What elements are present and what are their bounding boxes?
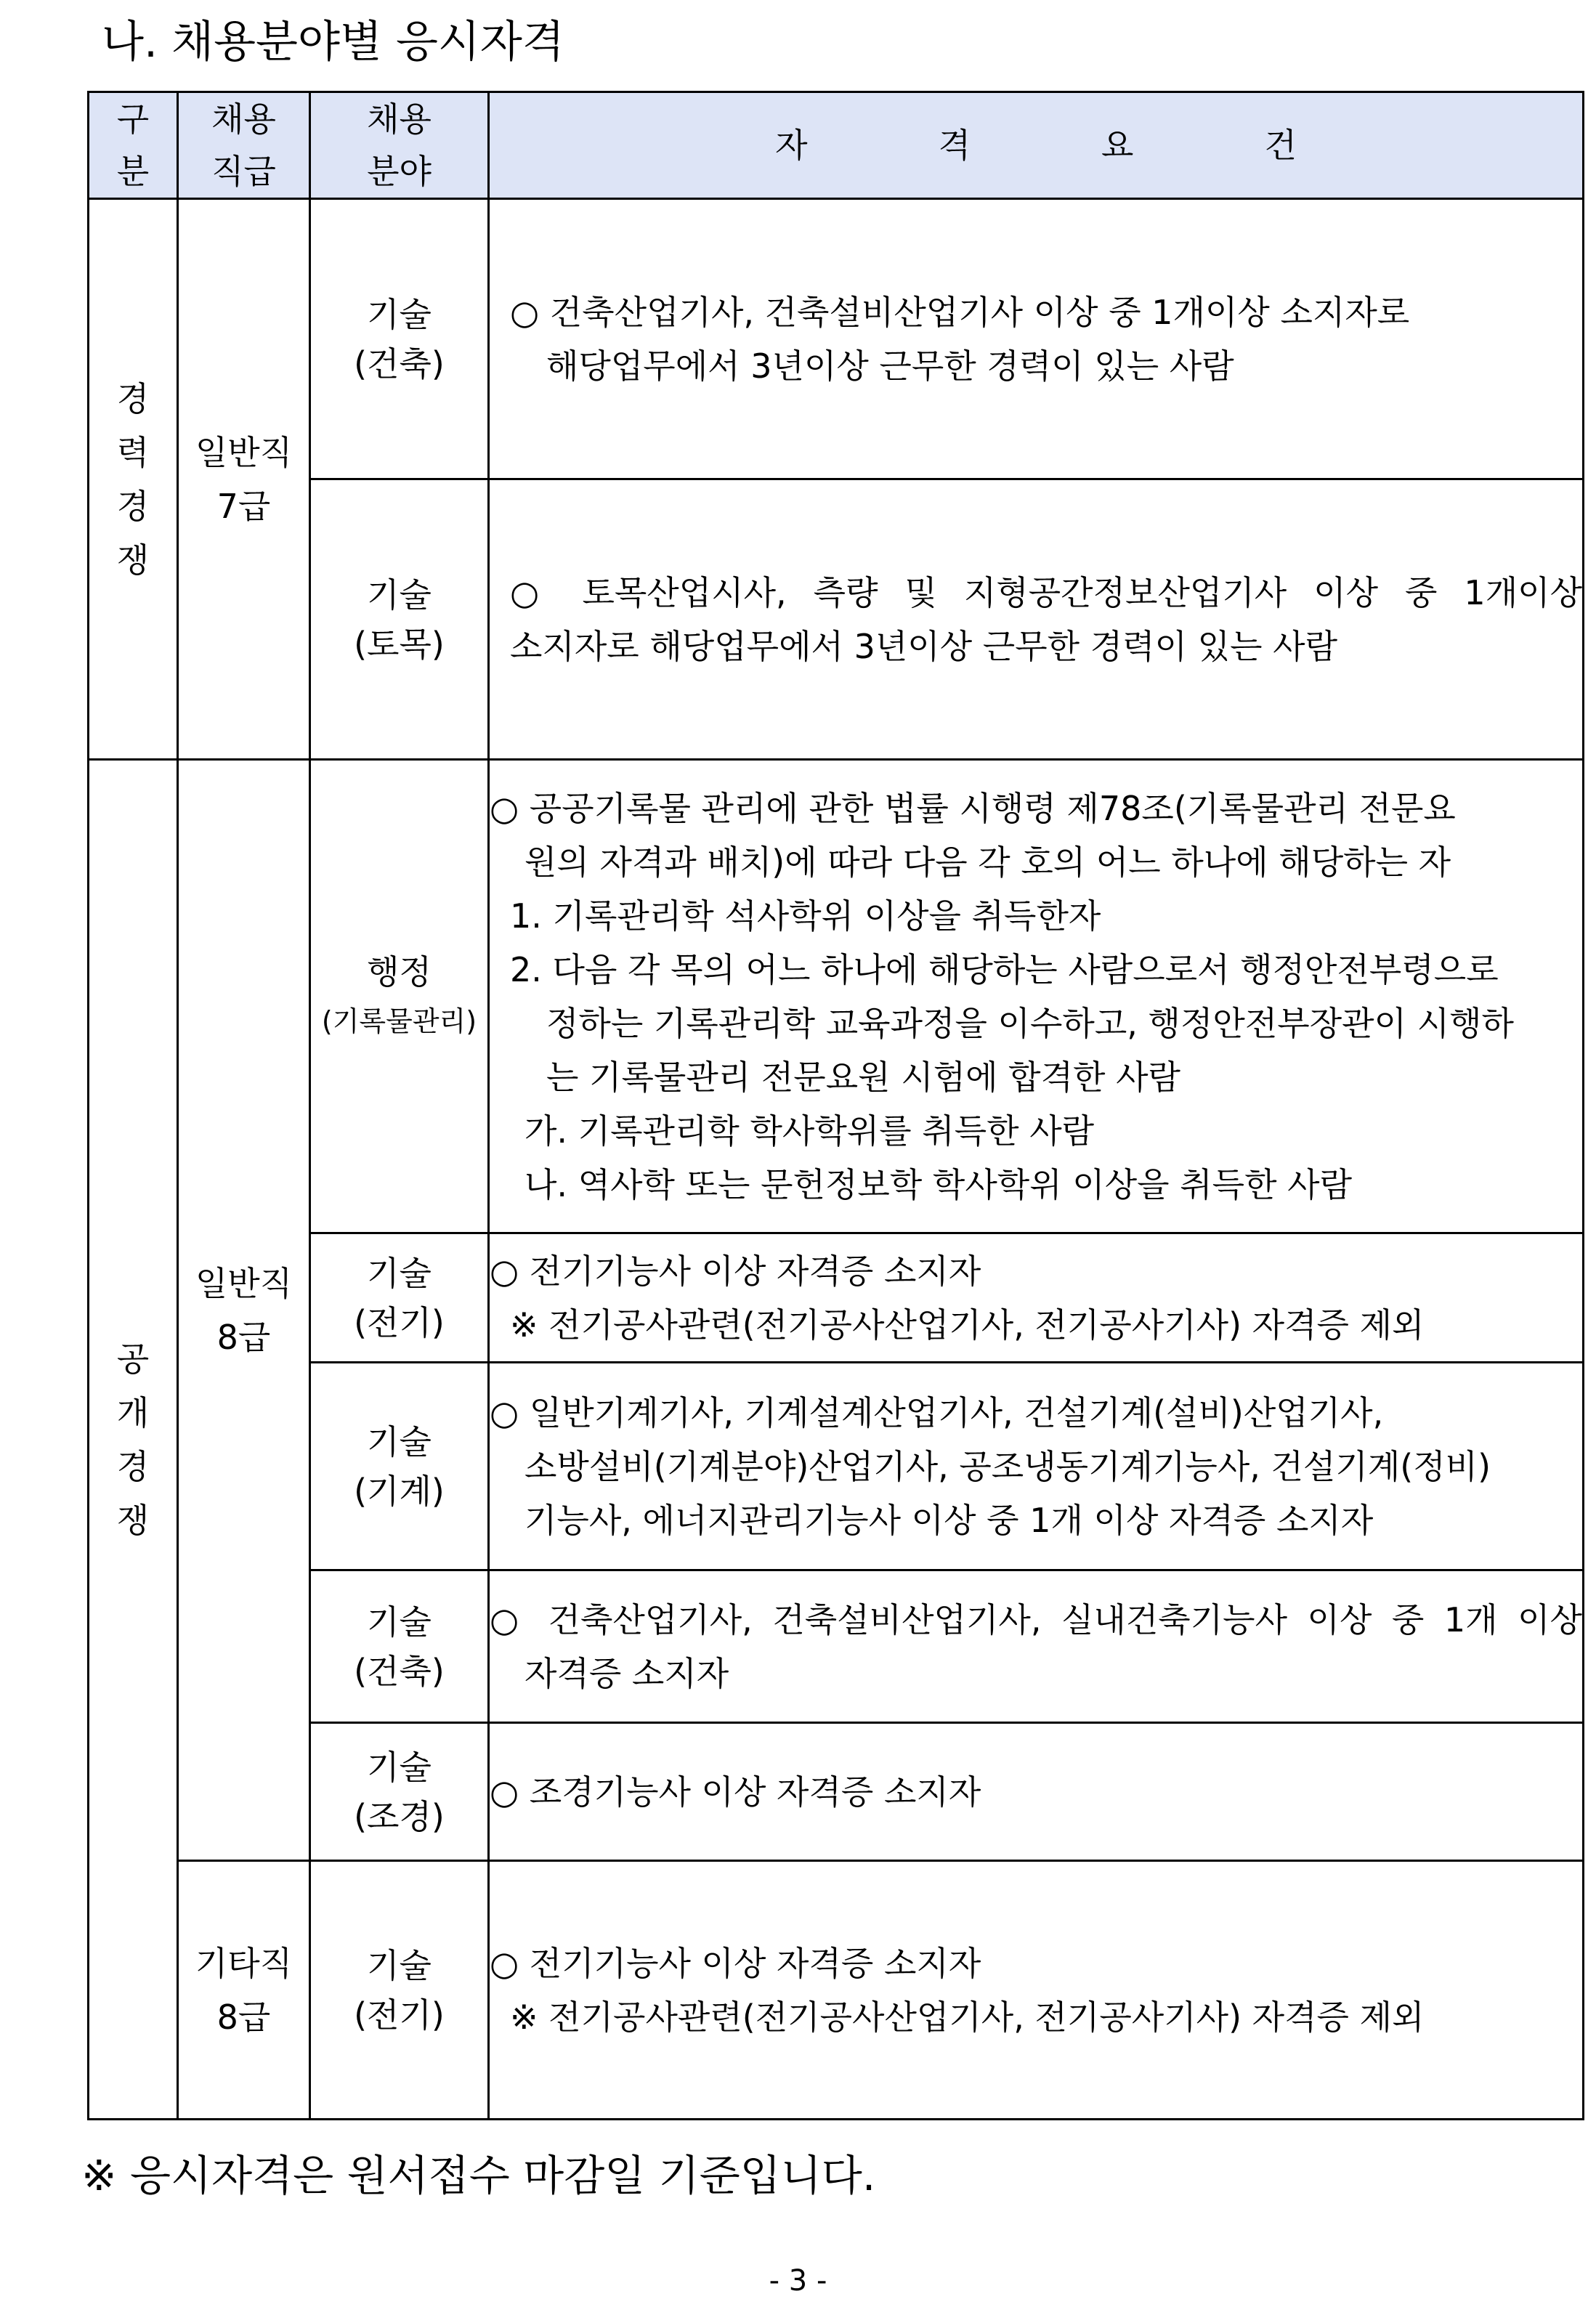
rank-line: 일반직 <box>195 1263 293 1303</box>
field-line: (전기) <box>354 1995 445 2035</box>
requirements-cell <box>489 1861 1584 2120</box>
requirement-line: 는 기록물관리 전문요원 시험에 합격한 사람 <box>546 1057 1180 1097</box>
header-rank <box>178 92 310 199</box>
requirement-line: 나. 역사학 또는 문헌정보학 학사학위 이상을 취득한 사람 <box>524 1164 1353 1204</box>
requirement-line: 2. 다음 각 목의 어느 하나에 해당하는 사람으로서 행정안전부령으로 <box>510 949 1499 989</box>
category-char: 쟁 <box>116 1500 150 1540</box>
requirements-cell <box>489 1233 1584 1363</box>
requirement-line: ○ 건축산업기사, 건축설비산업기사, 실내건축기능사 이상 중 1개 이상 <box>490 1600 1582 1639</box>
requirement-line: 1. 기록관리학 석사학위 이상을 취득한자 <box>510 896 1101 936</box>
requirement-line: 자격증 소지자 <box>524 1653 729 1693</box>
header-category <box>89 92 178 199</box>
table-row <box>89 1861 1584 2120</box>
field-line: (조경) <box>354 1796 445 1836</box>
rank-line: 8급 <box>216 1317 271 1357</box>
field-cell <box>310 1570 489 1723</box>
field-line: 기술 <box>367 1253 432 1293</box>
requirement-line: ○ 조경기능사 이상 자격증 소지자 <box>490 1772 981 1812</box>
field-line: (건축) <box>354 1651 445 1691</box>
category-char: 쟁 <box>116 540 150 580</box>
category-char: 경 <box>116 378 150 418</box>
page-number: - 3 - <box>769 2264 827 2298</box>
field-line: (전기) <box>354 1302 445 1342</box>
requirement-line: 기능사, 에너지관리기능사 이상 중 1개 이상 자격증 소지자 <box>524 1500 1374 1540</box>
rank-general-7 <box>178 199 310 760</box>
table-row <box>89 479 1584 760</box>
requirements-cell <box>489 1723 1584 1861</box>
requirement-line: ○ 토목산업시사, 측량 및 지형공간정보산업기사 이상 중 1개이상 <box>510 572 1582 612</box>
section-title: 나. 채용분야별 응시자격 <box>102 17 564 68</box>
header-rank-line: 직급 <box>211 152 276 191</box>
field-line: 행정 <box>367 952 432 992</box>
category-char: 경 <box>116 1446 150 1486</box>
field-line: (건축) <box>354 344 445 384</box>
table-row <box>89 1233 1584 1363</box>
table-row <box>89 760 1584 1233</box>
footer-note: ※ 응시자격은 원서접수 마감일 기준입니다. <box>81 2151 876 2200</box>
field-line: 기술 <box>367 294 432 334</box>
requirement-line: ○ 전기기능사 이상 자격증 소지자 <box>490 1943 981 1983</box>
field-line: (토목) <box>354 624 445 664</box>
header-category-line: 구 <box>116 100 150 139</box>
category-char: 개 <box>116 1392 150 1432</box>
field-line: (기계) <box>354 1471 445 1511</box>
rank-general-8 <box>178 760 310 1861</box>
field-cell <box>310 199 489 479</box>
category-career <box>89 199 178 760</box>
field-cell <box>310 1723 489 1861</box>
header-rank-line: 채용 <box>211 100 276 139</box>
header-category-line: 분 <box>116 152 150 191</box>
table-row <box>89 1723 1584 1861</box>
requirement-line: 원의 자격과 배치)에 따라 다음 각 호의 어느 하나에 해당하는 자 <box>524 842 1451 882</box>
header-field <box>310 92 489 199</box>
requirements-cell <box>489 479 1584 760</box>
eligibility-table <box>87 91 1584 2120</box>
header-requirements-char: 격 <box>938 126 971 165</box>
category-char: 력 <box>116 432 150 472</box>
requirement-line: ○ 일반기계기사, 기계설계산업기사, 건설기계(설비)산업기사, <box>490 1392 1384 1432</box>
table-row <box>89 1570 1584 1723</box>
rank-line: 기타직 <box>195 1943 293 1983</box>
table-header-row <box>89 92 1584 199</box>
header-requirements-char: 요 <box>1101 126 1134 165</box>
header-requirements-char: 건 <box>1264 126 1297 165</box>
header-field-line: 분야 <box>367 152 432 191</box>
field-cell <box>310 479 489 760</box>
table-row <box>89 1363 1584 1570</box>
table-row <box>89 199 1584 479</box>
field-line: (기록물관리) <box>321 1005 477 1037</box>
rank-other-8 <box>178 1861 310 2120</box>
header-requirements-char: 자 <box>775 126 808 165</box>
rank-line: 7급 <box>216 486 271 526</box>
requirement-line: ○ 전기기능사 이상 자격증 소지자 <box>490 1251 981 1291</box>
field-cell <box>310 760 489 1233</box>
header-requirements <box>489 92 1584 199</box>
field-line: 기술 <box>367 1945 432 1985</box>
header-field-line: 채용 <box>367 100 432 139</box>
requirements-cell <box>489 1363 1584 1570</box>
requirements-cell <box>489 760 1584 1233</box>
field-line: 기술 <box>367 575 432 615</box>
field-cell <box>310 1363 489 1570</box>
requirements-cell <box>489 199 1584 479</box>
requirements-cell <box>489 1570 1584 1723</box>
field-cell <box>310 1233 489 1363</box>
requirement-line: ○ 건축산업기사, 건축설비산업기사 이상 중 1개이상 소지자로 <box>510 292 1410 332</box>
requirement-line: 소방설비(기계분야)산업기사, 공조냉동기계기능사, 건설기계(정비) <box>524 1446 1491 1486</box>
requirement-line: ○ 공공기록물 관리에 관한 법률 시행령 제78조(기록물관리 전문요 <box>490 788 1456 828</box>
category-open <box>89 760 178 2120</box>
requirement-line: ※ 전기공사관련(전기공사산업기사, 전기공사기사) 자격증 제외 <box>510 1997 1425 2037</box>
field-line: 기술 <box>367 1602 432 1642</box>
rank-line: 일반직 <box>195 432 293 472</box>
requirement-line: 해당업무에서 3년이상 근무한 경력이 있는 사람 <box>546 346 1234 386</box>
category-char: 공 <box>116 1339 150 1379</box>
rank-line: 8급 <box>216 1997 271 2037</box>
field-cell <box>310 1861 489 2120</box>
field-line: 기술 <box>367 1747 432 1787</box>
requirement-line: ※ 전기공사관련(전기공사산업기사, 전기공사기사) 자격증 제외 <box>510 1305 1425 1345</box>
field-line: 기술 <box>367 1422 432 1461</box>
requirement-line: 가. 기록관리학 학사학위를 취득한 사람 <box>524 1111 1095 1151</box>
requirement-line: 소지자로 해당업무에서 3년이상 근무한 경력이 있는 사람 <box>510 626 1338 666</box>
category-char: 경 <box>116 486 150 526</box>
requirement-line: 정하는 기록관리학 교육과정을 이수하고, 행정안전부장관이 시행하 <box>546 1003 1514 1043</box>
